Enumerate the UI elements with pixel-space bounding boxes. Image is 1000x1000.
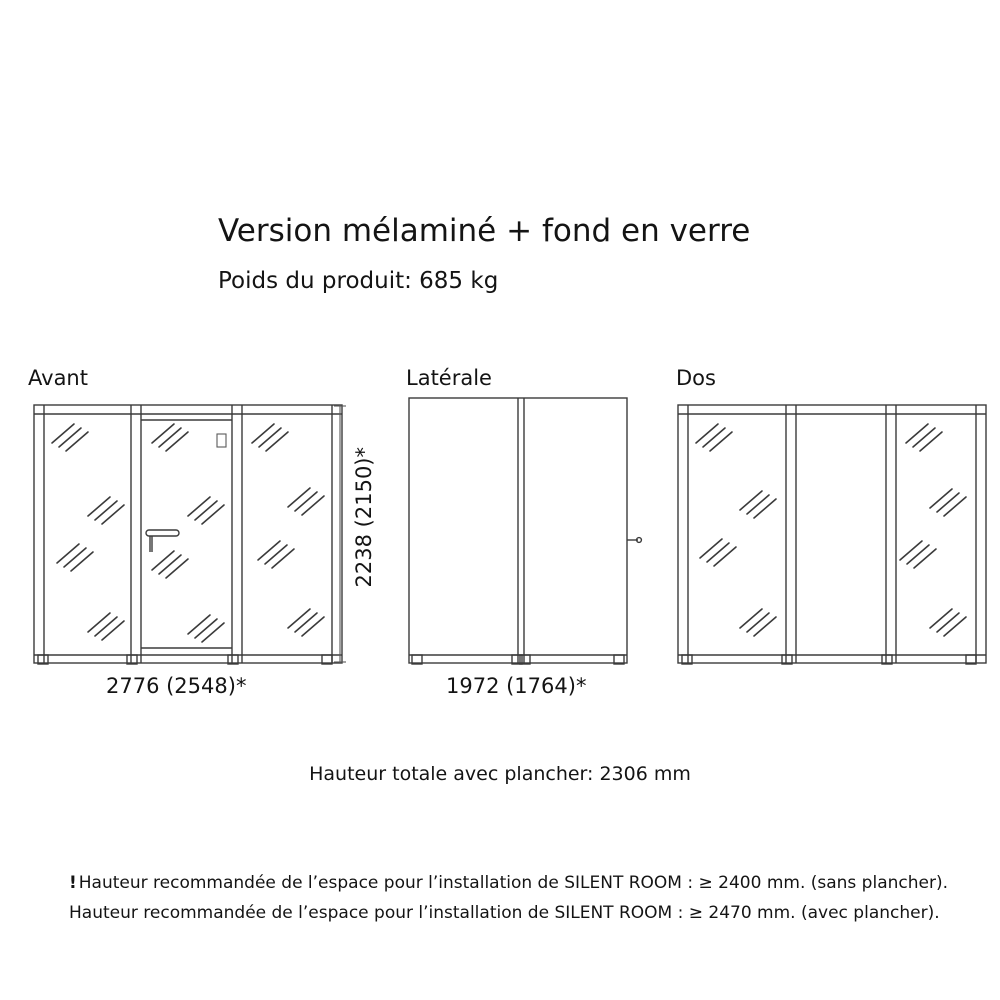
front-width-dimension-label: 2776 (2548)* (106, 674, 247, 698)
door-handle-front (146, 530, 179, 552)
total-height-note: Hauteur totale avec plancher: 2306 mm (309, 763, 691, 785)
installation-note-text-1: Hauteur recommandée de l’espace pour l’installation de SILENT ROOM : ≥ 2400 mm. (sans plancher). (78, 873, 948, 893)
front-view-drawing (34, 405, 346, 664)
installation-note-text-2: Hauteur recommandée de l’espace pour l’installation de SILENT ROOM : ≥ 2470 mm. (avec plancher). (69, 903, 940, 923)
installation-note-line-1 (69, 868, 948, 898)
view-label-back: Dos (676, 366, 716, 390)
back-view-drawing (678, 405, 986, 664)
side-view-drawing (409, 398, 641, 664)
glass-highlight-back-right (900, 424, 966, 636)
installation-notes (69, 868, 948, 928)
height-dimension-line (334, 405, 346, 663)
view-label-front: Avant (28, 366, 88, 390)
product-weight: Poids du produit: 685 kg (218, 268, 499, 294)
page-title: Version mélaminé + fond en verre (218, 213, 751, 249)
warning-icon: ! (69, 873, 77, 893)
height-dimension-label: 2238 (2150)* (352, 447, 376, 588)
glass-highlight-back-left (696, 424, 776, 636)
door-handle-side (627, 538, 641, 543)
installation-note-line-2 (69, 898, 948, 928)
glass-highlight-front-right (252, 424, 324, 636)
view-label-side: Latérale (406, 366, 492, 390)
glass-highlight-front-left (52, 424, 124, 640)
side-width-dimension-label: 1972 (1764)* (446, 674, 587, 698)
glass-highlight-front-door (152, 424, 224, 642)
